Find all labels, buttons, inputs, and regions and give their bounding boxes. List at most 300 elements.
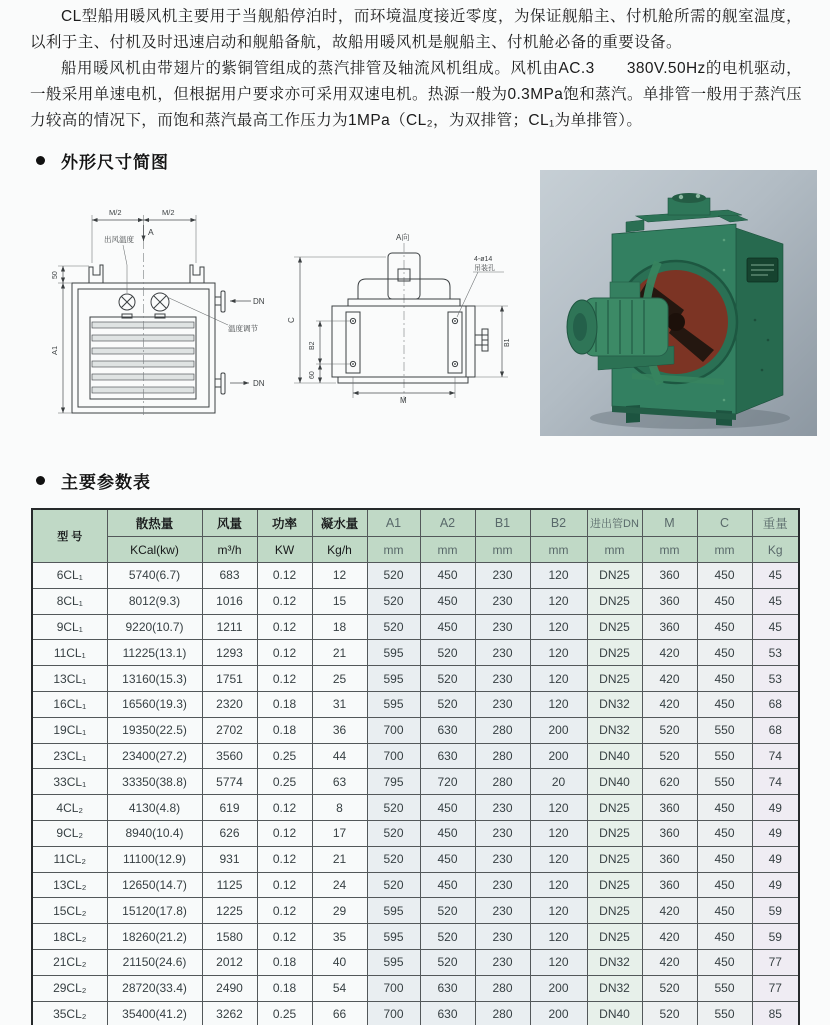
table-cell: 520	[367, 588, 420, 614]
table-cell: 230	[475, 666, 530, 692]
dim-c: C	[287, 317, 296, 323]
col-unit: mm	[642, 537, 697, 563]
table-cell: 120	[530, 640, 587, 666]
table-cell: 53	[752, 640, 799, 666]
table-cell: 1125	[202, 872, 257, 898]
table-cell: 520	[367, 614, 420, 640]
table-cell: 28720(33.4)	[107, 975, 202, 1001]
section-arrow-a: A	[148, 227, 154, 237]
dim-b1: B1	[504, 338, 511, 347]
col-header: 进出管DN	[587, 509, 642, 537]
table-row	[32, 975, 799, 1001]
table-cell: 230	[475, 924, 530, 950]
table-cell: 49	[752, 872, 799, 898]
table-cell: 619	[202, 795, 257, 821]
table-cell: 33350(38.8)	[107, 769, 202, 795]
table-cell: 40	[312, 949, 367, 975]
table-cell: 19350(22.5)	[107, 717, 202, 743]
table-cell: 16560(19.3)	[107, 691, 202, 717]
table-cell: 120	[530, 563, 587, 589]
table-cell: 120	[530, 898, 587, 924]
table-cell: 450	[420, 846, 475, 872]
table-cell: 23400(27.2)	[107, 743, 202, 769]
table-cell: 2490	[202, 975, 257, 1001]
table-cell: 13CL₂	[32, 872, 107, 898]
table-cell: 520	[420, 898, 475, 924]
table-cell: 20	[530, 769, 587, 795]
steam-inlet-flange	[215, 291, 225, 312]
figures-row	[30, 168, 820, 443]
table-cell: 620	[642, 769, 697, 795]
table-cell: 0.18	[257, 975, 312, 1001]
table-cell: 360	[642, 563, 697, 589]
col-unit: mm	[420, 537, 475, 563]
intro-paragraph-1: CL型船用暖风机主要用于当舰船停泊时，而环境温度接近零度，为保证舰船主、付机舱所需的舰室温度，以利于主、付机及时迅速启动和舰船备航，故船用暖风机是舰船主、付机舱必备的重要设备。	[30, 8, 802, 51]
table-cell: 0.12	[257, 563, 312, 589]
col-unit: mm	[530, 537, 587, 563]
table-cell: 31	[312, 691, 367, 717]
table-cell: 29CL₂	[32, 975, 107, 1001]
table-cell: 520	[420, 949, 475, 975]
table-cell: DN25	[587, 640, 642, 666]
table-cell: 19CL₁	[32, 717, 107, 743]
table-cell: 8	[312, 795, 367, 821]
table-row	[32, 666, 799, 692]
outlet-temp-label: 出风温度	[104, 235, 134, 244]
table-row	[32, 1001, 799, 1025]
table-cell: 49	[752, 820, 799, 846]
table-cell: 0.12	[257, 666, 312, 692]
lifting-holes-label-2: 吊装孔	[474, 265, 495, 272]
table-cell: 550	[697, 1001, 752, 1025]
table-cell: 520	[642, 717, 697, 743]
table-cell: 280	[475, 717, 530, 743]
col-unit: mm	[697, 537, 752, 563]
col-header: 凝水量	[312, 509, 367, 537]
table-cell: 450	[697, 614, 752, 640]
col-unit: KW	[257, 537, 312, 563]
table-cell: 36	[312, 717, 367, 743]
table-cell: 17	[312, 820, 367, 846]
table-cell: 931	[202, 846, 257, 872]
table-cell: 795	[367, 769, 420, 795]
heater-front-body	[72, 265, 225, 413]
dim-m2-left: M/2	[109, 208, 122, 217]
bullet-icon	[36, 156, 45, 165]
table-cell: 0.12	[257, 588, 312, 614]
table-cell: 45	[752, 614, 799, 640]
table-cell: DN32	[587, 717, 642, 743]
table-cell: 550	[697, 975, 752, 1001]
table-cell: 8CL₁	[32, 588, 107, 614]
table-cell: 0.12	[257, 614, 312, 640]
table-cell: 630	[420, 717, 475, 743]
table-cell: 68	[752, 717, 799, 743]
table-cell: 230	[475, 563, 530, 589]
section-heading-parameters	[36, 468, 151, 493]
table-cell: 85	[752, 1001, 799, 1025]
table-cell: 360	[642, 795, 697, 821]
table-row	[32, 717, 799, 743]
table-cell: 0.18	[257, 691, 312, 717]
table-cell: 450	[697, 924, 752, 950]
table-cell: 77	[752, 949, 799, 975]
table-cell: 450	[420, 795, 475, 821]
table-cell: 450	[420, 563, 475, 589]
table-cell: 595	[367, 691, 420, 717]
table-cell: 550	[697, 769, 752, 795]
table-cell: 13160(15.3)	[107, 666, 202, 692]
table-cell: 450	[697, 666, 752, 692]
table-cell: DN32	[587, 975, 642, 1001]
table-cell: DN40	[587, 1001, 642, 1025]
louver-grille	[90, 317, 196, 399]
table-cell: DN25	[587, 588, 642, 614]
table-cell: 200	[530, 717, 587, 743]
table-cell: 1293	[202, 640, 257, 666]
table-cell: 595	[367, 924, 420, 950]
table-cell: 15CL₂	[32, 898, 107, 924]
table-cell: DN25	[587, 795, 642, 821]
table-cell: 0.12	[257, 898, 312, 924]
dim-m: M	[400, 396, 407, 405]
table-cell: 200	[530, 743, 587, 769]
table-cell: 360	[642, 820, 697, 846]
table-cell: 720	[420, 769, 475, 795]
intro-paragraph-2: 船用暖风机由带翅片的紫铜管组成的蒸汽排管及轴流风机组成。风机由AC.3 380V.50Hz的电机驱动，一般采用单速电机，但根据用户要求亦可采用双速电机。热源一般为0.3MPa饱和蒸汽。单排管一般用于蒸汽压力较高的情况下，而饱和蒸汽最高工作压力为1MPa（CL₂，为双排管；CL₁为单排管）。	[30, 60, 802, 129]
table-cell: 9220(10.7)	[107, 614, 202, 640]
table-cell: 0.25	[257, 1001, 312, 1025]
table-cell: 626	[202, 820, 257, 846]
table-cell: 280	[475, 1001, 530, 1025]
table-row	[32, 872, 799, 898]
table-cell: 450	[697, 640, 752, 666]
table-cell: 450	[697, 898, 752, 924]
table-cell: 450	[697, 588, 752, 614]
table-row	[32, 743, 799, 769]
table-cell: DN25	[587, 898, 642, 924]
heater-side-body	[332, 253, 488, 383]
table-row	[32, 691, 799, 717]
table-cell: 520	[367, 820, 420, 846]
table-cell: 450	[697, 949, 752, 975]
table-cell: 520	[642, 1001, 697, 1025]
table-cell: DN25	[587, 872, 642, 898]
table-cell: 450	[697, 795, 752, 821]
table-cell: 630	[420, 743, 475, 769]
table-cell: 2320	[202, 691, 257, 717]
table-row	[32, 949, 799, 975]
table-cell: 230	[475, 872, 530, 898]
table-cell: 520	[642, 975, 697, 1001]
table-cell: 120	[530, 949, 587, 975]
bullet-icon	[36, 476, 45, 485]
table-cell: 200	[530, 1001, 587, 1025]
table-cell: 11225(13.1)	[107, 640, 202, 666]
table-row	[32, 563, 799, 589]
col-header: A2	[420, 509, 475, 537]
table-cell: 49	[752, 795, 799, 821]
table-cell: DN40	[587, 769, 642, 795]
table-cell: DN32	[587, 691, 642, 717]
table-cell: DN40	[587, 743, 642, 769]
table-cell: 24	[312, 872, 367, 898]
table-cell: 595	[367, 640, 420, 666]
dim-m2-right: M/2	[162, 208, 175, 217]
table-cell: 595	[367, 666, 420, 692]
table-cell: 280	[475, 743, 530, 769]
table-cell: 450	[420, 588, 475, 614]
table-cell: 25	[312, 666, 367, 692]
table-cell: 49	[752, 846, 799, 872]
table-cell: 700	[367, 717, 420, 743]
col-header: M	[642, 509, 697, 537]
table-cell: 420	[642, 691, 697, 717]
table-cell: 12650(14.7)	[107, 872, 202, 898]
table-cell: 520	[367, 846, 420, 872]
dim-a1: A1	[50, 345, 59, 355]
table-cell: 520	[367, 872, 420, 898]
table-cell: 13CL₁	[32, 666, 107, 692]
table-cell: 360	[642, 588, 697, 614]
table-cell: 120	[530, 614, 587, 640]
table-cell: 5774	[202, 769, 257, 795]
table-cell: 15120(17.8)	[107, 898, 202, 924]
table-cell: 280	[475, 975, 530, 1001]
side-view-drawing	[270, 195, 530, 425]
table-cell: 230	[475, 949, 530, 975]
table-cell: 120	[530, 691, 587, 717]
table-cell: 11CL₁	[32, 640, 107, 666]
col-unit: mm	[587, 537, 642, 563]
dim-60: 60	[309, 371, 316, 379]
table-cell: 18CL₂	[32, 924, 107, 950]
table-cell: 3262	[202, 1001, 257, 1025]
name-plate	[747, 258, 778, 282]
table-row	[32, 846, 799, 872]
table-cell: 1225	[202, 898, 257, 924]
table-cell: 230	[475, 898, 530, 924]
col-header: C	[697, 509, 752, 537]
table-cell: 520	[367, 795, 420, 821]
table-cell: 450	[697, 691, 752, 717]
table-row	[32, 795, 799, 821]
table-cell: 74	[752, 743, 799, 769]
table-cell: 420	[642, 666, 697, 692]
table-cell: 23CL₁	[32, 743, 107, 769]
table-cell: 18260(21.2)	[107, 924, 202, 950]
table-cell: 0.18	[257, 717, 312, 743]
table-cell: 450	[420, 872, 475, 898]
table-cell: 120	[530, 924, 587, 950]
table-cell: 420	[642, 924, 697, 950]
table-cell: 700	[367, 975, 420, 1001]
table-cell: 230	[475, 795, 530, 821]
product-photo	[540, 170, 817, 436]
dn-bottom-label: DN	[253, 379, 265, 388]
table-cell: 15	[312, 588, 367, 614]
table-cell: DN25	[587, 820, 642, 846]
table-cell: 18	[312, 614, 367, 640]
table-cell: 11100(12.9)	[107, 846, 202, 872]
table-cell: 16CL₁	[32, 691, 107, 717]
table-cell: 63	[312, 769, 367, 795]
col-header: B2	[530, 509, 587, 537]
table-cell: 120	[530, 846, 587, 872]
table-cell: 420	[642, 898, 697, 924]
table-cell: 33CL₁	[32, 769, 107, 795]
table-cell: 8012(9.3)	[107, 588, 202, 614]
table-cell: 0.12	[257, 872, 312, 898]
table-cell: 1580	[202, 924, 257, 950]
table-cell: 550	[697, 743, 752, 769]
table-cell: 360	[642, 872, 697, 898]
table-row	[32, 820, 799, 846]
col-header: 功率	[257, 509, 312, 537]
table-cell: 120	[530, 588, 587, 614]
section-title-parameters: 主要参数表	[61, 473, 151, 492]
table-cell: 0.25	[257, 743, 312, 769]
table-cell: 21	[312, 640, 367, 666]
col-header: 散热量	[107, 509, 202, 537]
table-cell: 230	[475, 588, 530, 614]
table-cell: 21	[312, 846, 367, 872]
table-cell: 8940(10.4)	[107, 820, 202, 846]
lifting-holes-label-1: 4-ø14	[474, 256, 493, 263]
table-cell: 520	[420, 666, 475, 692]
table-cell: 630	[420, 975, 475, 1001]
dim-b2: B2	[309, 341, 316, 350]
front-view-drawing	[30, 195, 280, 425]
col-header: 重量	[752, 509, 799, 537]
table-cell: 0.12	[257, 924, 312, 950]
table-cell: 120	[530, 820, 587, 846]
table-row	[32, 588, 799, 614]
table-row	[32, 898, 799, 924]
table-cell: 450	[697, 846, 752, 872]
table-cell: 0.12	[257, 820, 312, 846]
col-unit: Kg	[752, 537, 799, 563]
table-wrapper	[31, 508, 800, 1025]
table-cell: 360	[642, 614, 697, 640]
table-cell: 45	[752, 588, 799, 614]
table-cell: 35	[312, 924, 367, 950]
table-cell: DN25	[587, 924, 642, 950]
table-cell: 520	[642, 743, 697, 769]
table-cell: 0.18	[257, 949, 312, 975]
table-row	[32, 640, 799, 666]
table-cell: 230	[475, 640, 530, 666]
intro-section	[30, 4, 802, 134]
table-cell: 520	[420, 691, 475, 717]
a-view-label: A向	[396, 233, 410, 242]
table-cell: 520	[420, 924, 475, 950]
table-cell: 1016	[202, 588, 257, 614]
table-cell: DN25	[587, 614, 642, 640]
table-cell: 360	[642, 846, 697, 872]
col-header: 风量	[202, 509, 257, 537]
table-cell: 595	[367, 949, 420, 975]
table-cell: 230	[475, 691, 530, 717]
table-cell: 630	[420, 1001, 475, 1025]
table-cell: 120	[530, 666, 587, 692]
table-cell: 53	[752, 666, 799, 692]
table-cell: 280	[475, 769, 530, 795]
table-cell: 450	[697, 563, 752, 589]
table-cell: 230	[475, 820, 530, 846]
table-cell: 35400(41.2)	[107, 1001, 202, 1025]
table-cell: 230	[475, 846, 530, 872]
table-row	[32, 614, 799, 640]
dn-top-label: DN	[253, 297, 265, 306]
table-cell: DN25	[587, 563, 642, 589]
table-cell: DN25	[587, 666, 642, 692]
table-cell: 230	[475, 614, 530, 640]
section-title-dimensions: 外形尺寸简图	[61, 153, 169, 172]
table-cell: 77	[752, 975, 799, 1001]
table-cell: 420	[642, 949, 697, 975]
col-header: 型 号	[32, 509, 107, 563]
table-cell: 12	[312, 563, 367, 589]
table-cell: 54	[312, 975, 367, 1001]
table-cell: 45	[752, 563, 799, 589]
table-cell: 74	[752, 769, 799, 795]
temp-adjust-gauge	[151, 293, 169, 318]
table-cell: 1211	[202, 614, 257, 640]
table-row	[32, 924, 799, 950]
table-cell: 0.25	[257, 769, 312, 795]
table-cell: 683	[202, 563, 257, 589]
table-cell: 21150(24.6)	[107, 949, 202, 975]
table-cell: 120	[530, 795, 587, 821]
table-cell: 520	[367, 563, 420, 589]
table-cell: 2012	[202, 949, 257, 975]
table-cell: DN25	[587, 846, 642, 872]
table-cell: 68	[752, 691, 799, 717]
table-cell: 0.12	[257, 846, 312, 872]
col-unit: mm	[367, 537, 420, 563]
table-cell: 4130(4.8)	[107, 795, 202, 821]
table-cell: 59	[752, 898, 799, 924]
table-cell: 595	[367, 898, 420, 924]
col-header: A1	[367, 509, 420, 537]
col-unit: mm	[475, 537, 530, 563]
table-cell: 450	[697, 872, 752, 898]
table-cell: 35CL₂	[32, 1001, 107, 1025]
table-cell: DN32	[587, 949, 642, 975]
table-cell: 66	[312, 1001, 367, 1025]
table-cell: 550	[697, 717, 752, 743]
condensate-outlet-flange	[215, 373, 225, 394]
table-cell: 520	[420, 640, 475, 666]
table-cell: 29	[312, 898, 367, 924]
table-cell: 450	[420, 614, 475, 640]
table-cell: 9CL₂	[32, 820, 107, 846]
table-cell: 1751	[202, 666, 257, 692]
table-cell: 59	[752, 924, 799, 950]
col-unit: m³/h	[202, 537, 257, 563]
col-unit: Kg/h	[312, 537, 367, 563]
table-cell: 120	[530, 872, 587, 898]
temp-adjust-label: 温度调节	[228, 324, 258, 333]
table-cell: 2702	[202, 717, 257, 743]
outlet-temp-gauge	[119, 294, 135, 318]
table-cell: 450	[697, 820, 752, 846]
table-cell: 450	[420, 820, 475, 846]
table-cell: 6CL₁	[32, 563, 107, 589]
parameters-table	[31, 508, 800, 1025]
table-cell: 700	[367, 1001, 420, 1025]
